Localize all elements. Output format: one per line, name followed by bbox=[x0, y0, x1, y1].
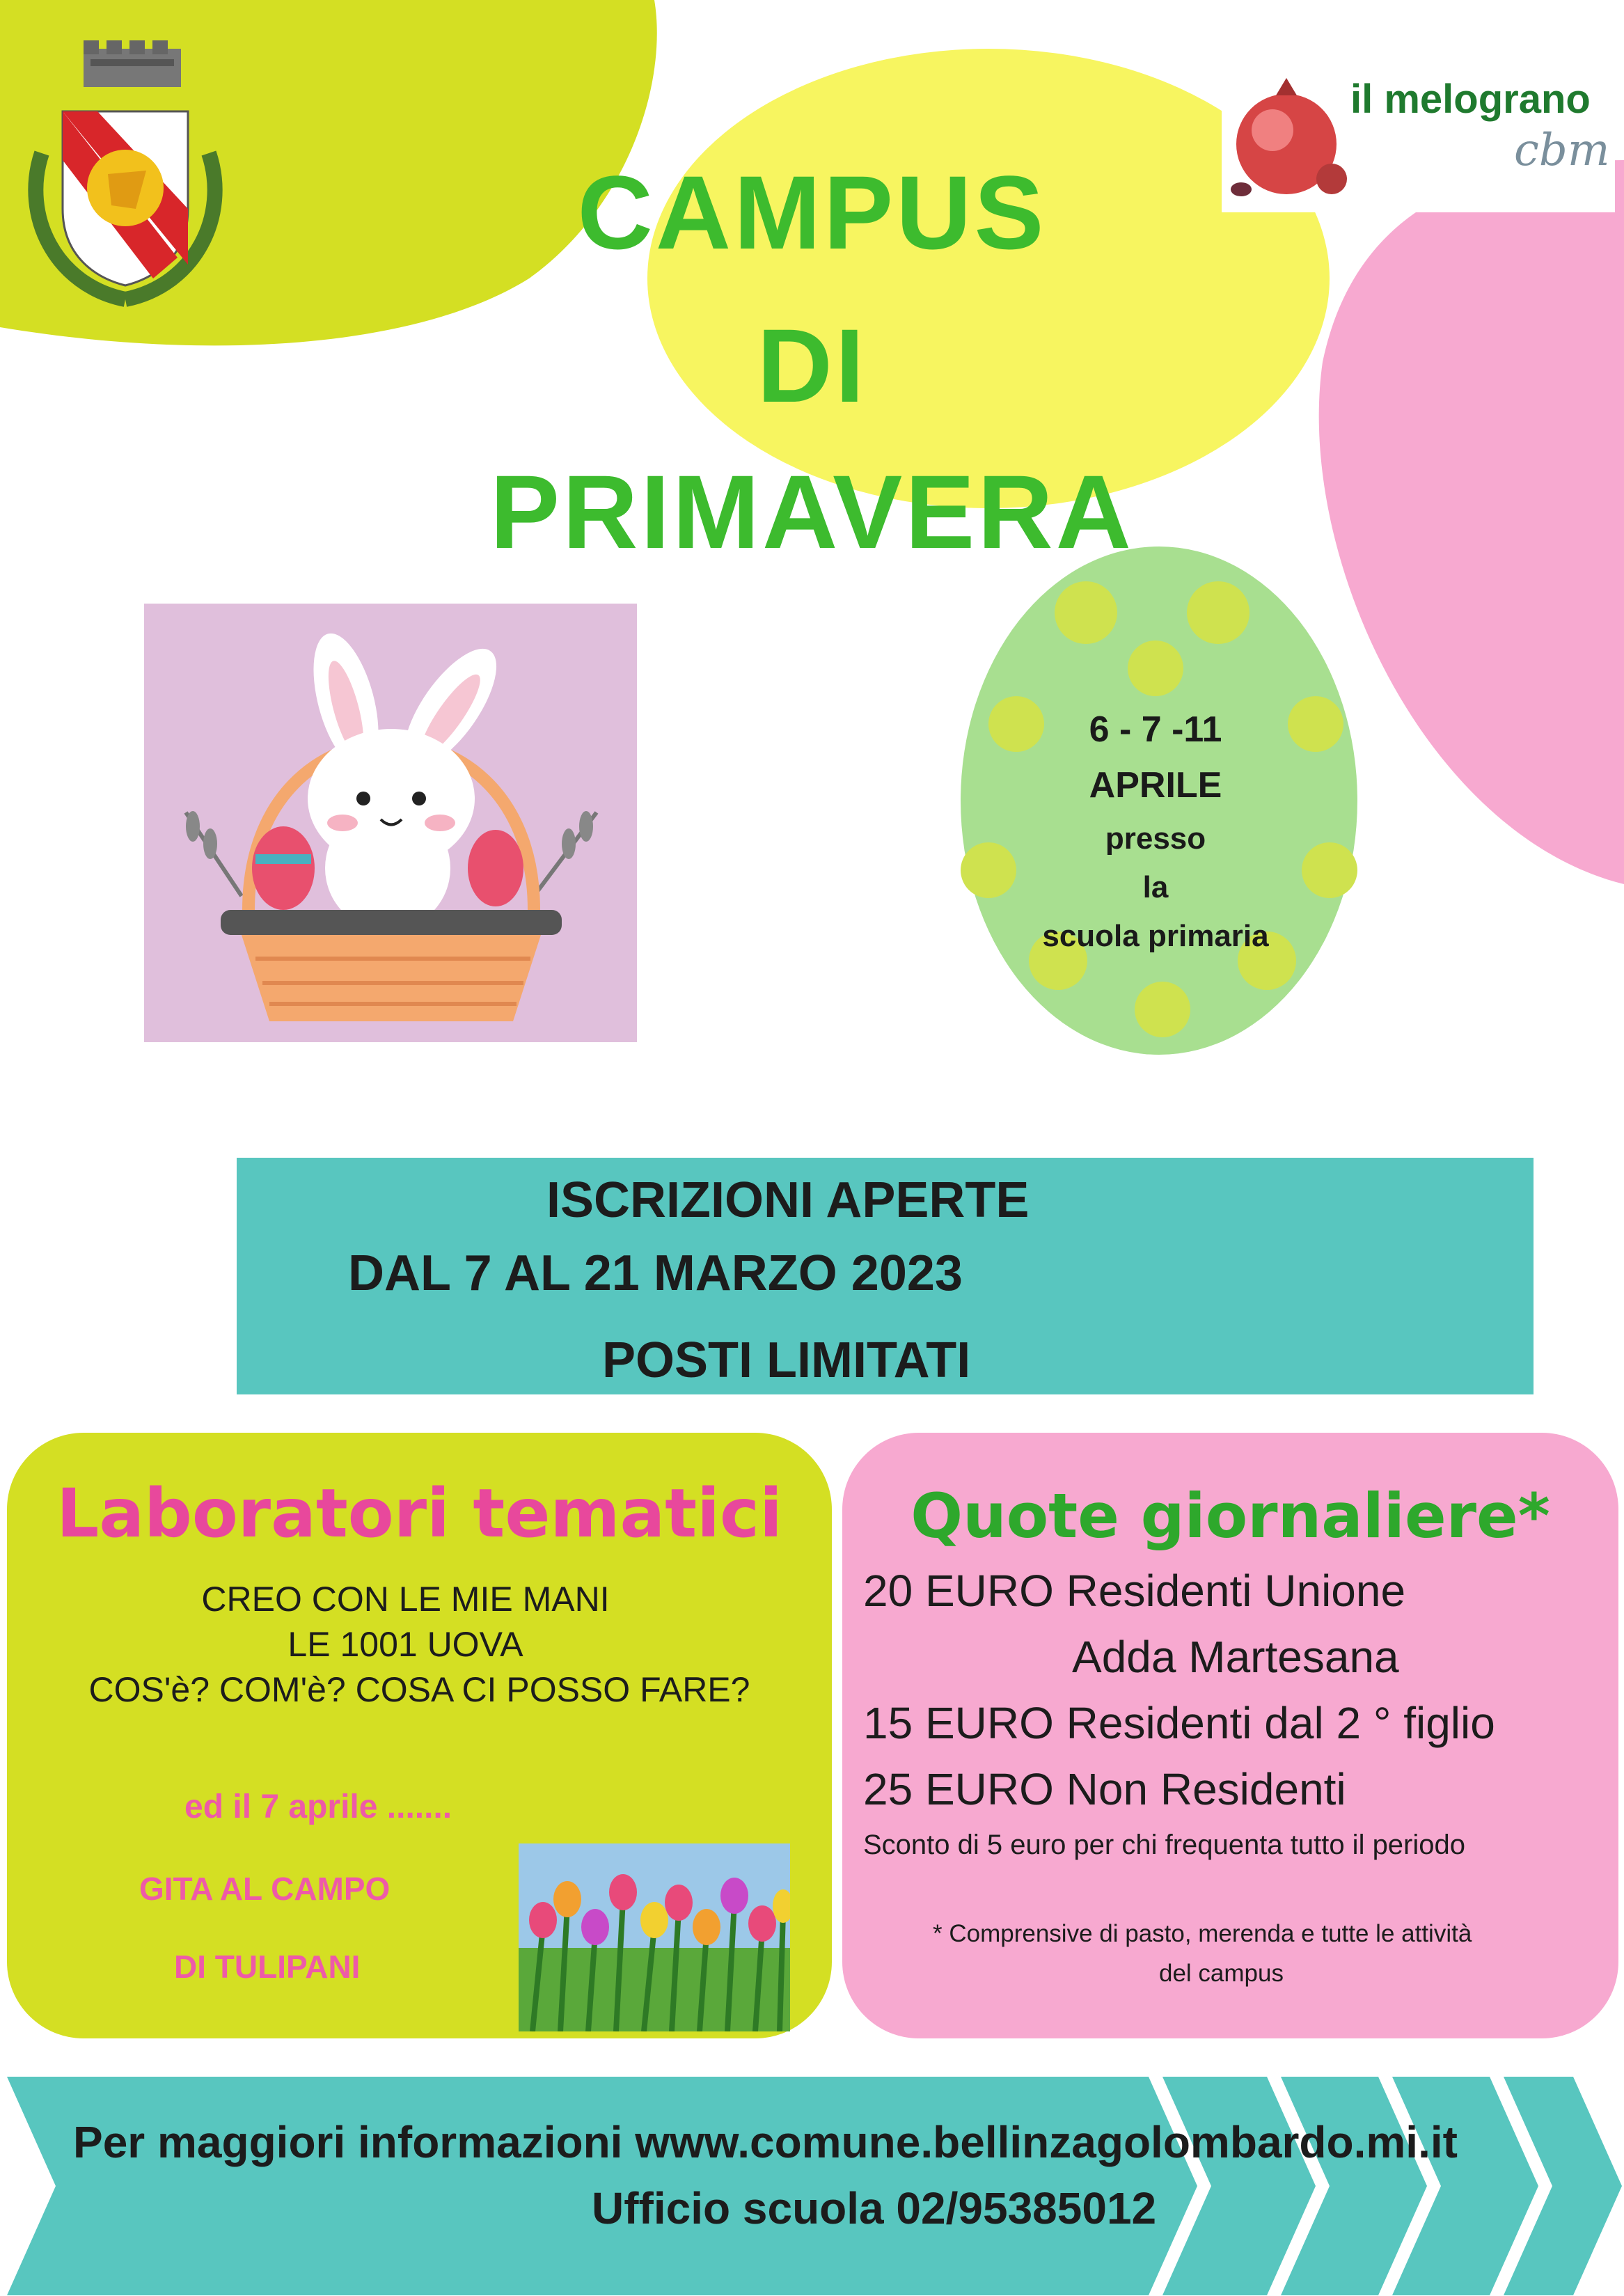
footer-phone-line: Ufficio scuola 02/95385012 bbox=[592, 2183, 1157, 2233]
partner-logo-cbm: cbm bbox=[1514, 125, 1610, 176]
egg-line-presso: presso bbox=[1105, 821, 1206, 856]
laboratori-item: COS'è? COM'è? COSA CI POSSO FARE? bbox=[88, 1670, 750, 1709]
quote-box bbox=[842, 1433, 1618, 2038]
egg-line-la: la bbox=[1142, 870, 1169, 904]
quote-line: 15 EURO Residenti dal 2 ° figlio bbox=[863, 1698, 1495, 1748]
registration-line-1: ISCRIZIONI APERTE bbox=[546, 1172, 1030, 1228]
registration-box bbox=[237, 1158, 1534, 1394]
quote-note-line-1: * Comprensive di pasto, merenda e tutte le attività bbox=[933, 1920, 1472, 1947]
quote-title: Quote giornaliere* bbox=[910, 1480, 1550, 1552]
quote-note-line-2: del campus bbox=[1159, 1960, 1284, 1987]
egg-line-school: scuola primaria bbox=[1042, 919, 1269, 953]
laboratori-item: LE 1001 UOVA bbox=[287, 1625, 523, 1664]
laboratori-item: CREO CON LE MIE MANI bbox=[201, 1580, 610, 1619]
registration-line-2: DAL 7 AL 21 MARZO 2023 bbox=[348, 1245, 963, 1301]
laboratori-box bbox=[7, 1433, 832, 2038]
title-line-2: DI bbox=[757, 307, 867, 424]
trip-line-1: GITA AL CAMPO bbox=[139, 1871, 391, 1907]
trip-line-2: DI TULIPANI bbox=[174, 1949, 361, 1985]
title-line-3: PRIMAVERA bbox=[490, 453, 1134, 570]
quote-line: Adda Martesana bbox=[1072, 1632, 1399, 1682]
registration-line-3: POSTI LIMITATI bbox=[602, 1332, 971, 1388]
footer-info-line: Per maggiori informazioni www.comune.bellinzagolombardo.mi.it bbox=[73, 2117, 1458, 2167]
bunny-basket-illustration bbox=[144, 604, 637, 1042]
title-line-1: CAMPUS bbox=[577, 154, 1047, 271]
laboratori-title: Laboratori tematici bbox=[56, 1475, 782, 1552]
quote-line: 20 EURO Residenti Unione bbox=[863, 1566, 1406, 1616]
egg-month: APRILE bbox=[1089, 765, 1222, 805]
quote-line: 25 EURO Non Residenti bbox=[863, 1764, 1346, 1814]
tulip-painting bbox=[519, 1843, 790, 2031]
quote-discount: Sconto di 5 euro per chi frequenta tutto il periodo bbox=[863, 1830, 1465, 1860]
trip-intro: ed il 7 aprile ....... bbox=[184, 1788, 452, 1825]
egg-dates: 6 - 7 -11 bbox=[1089, 709, 1222, 750]
partner-logo-name: il melograno bbox=[1350, 77, 1591, 122]
